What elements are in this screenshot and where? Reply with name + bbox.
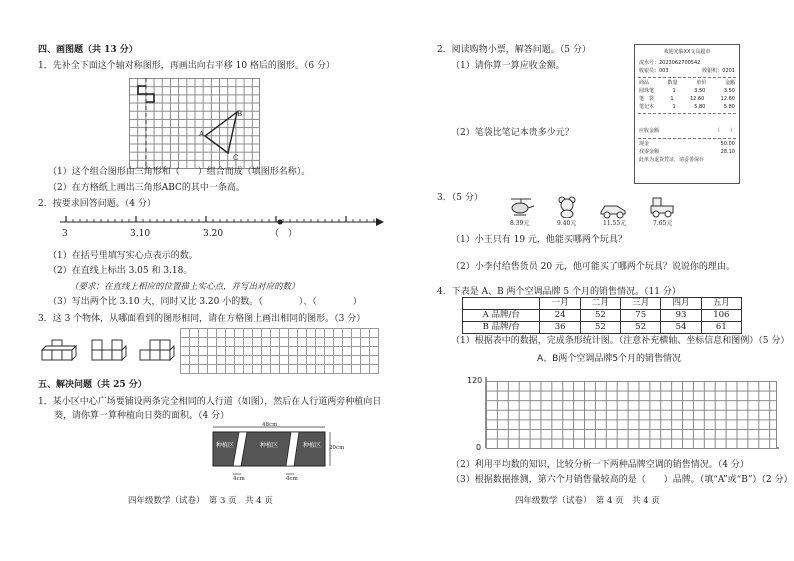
question-2-part-2: （2）在直线上标出 3.05 和 3.18。 — [48, 266, 193, 276]
path-width-label-1: 4cm — [233, 476, 245, 482]
receipt-cell: 1 — [670, 95, 674, 102]
table-header-cell: 三月 — [621, 298, 661, 310]
receipt-header: 单价 — [696, 80, 707, 87]
table-cell: 52 — [580, 310, 620, 322]
question-4-part-2: （2）利用平均数的知识，比较分析一下两种品牌空调的销售情况。（4 分） — [451, 460, 749, 470]
footer-page-3: 四年级数学（试卷） 第 3 页 共 4 页 — [128, 496, 273, 506]
table-cell: 52 — [621, 322, 661, 334]
numline-label-3: 3 — [62, 229, 68, 239]
table-cell: 54 — [661, 322, 701, 334]
question-3-part-2: （2）小李付给售货员 20 元，他可能买了哪两个玩具？说说你的理由。 — [451, 262, 735, 272]
receipt-cell: 12.60 — [689, 95, 705, 102]
table-cell: 75 — [621, 310, 661, 322]
receipt-cell: 5.80 — [723, 103, 735, 110]
table-cell: 93 — [661, 310, 701, 322]
table-header-cell: 四月 — [661, 298, 701, 310]
chart-title: A、B两个空调品牌5个月的销售情况 — [537, 354, 682, 364]
race-car-toy-icon — [599, 198, 627, 220]
receipt-cashier: 收银员：003 — [639, 67, 669, 74]
symmetry-figure — [129, 78, 264, 173]
garden-label-3: 种植区 — [303, 442, 322, 449]
table-header-cell: 五月 — [701, 298, 741, 310]
receipt-header: 商品 — [639, 80, 650, 87]
vertex-label-c: C — [233, 154, 239, 162]
receipt-header: 金额 — [724, 80, 735, 87]
table-header-cell: 一月 — [540, 298, 580, 310]
receipt-due-value: （ ） — [714, 128, 735, 135]
footer-page-4: 四年级数学（试卷） 第 4 页 共 4 页 — [515, 496, 660, 506]
garden-label-2: 种植区 — [260, 442, 279, 449]
receipt-cell: 3.50 — [723, 88, 735, 94]
question-2-part-1: （1）在括号里填写实心点表示的数。 — [48, 251, 198, 261]
receipt-cell: 笔 袋 — [639, 95, 655, 102]
receipt-cell: 1 — [672, 103, 676, 110]
question-4-text: 4．下表是 A、B 两个空调品牌 5 个月的销售情况。（11 分） — [437, 287, 681, 297]
table-header-cell — [463, 298, 540, 310]
table-header-cell: 二月 — [580, 298, 620, 310]
receipt-register: 收银机：0201 — [702, 67, 735, 74]
garden-label-1: 种植区 — [216, 442, 235, 449]
receipt-due-label: 应收金额 — [639, 128, 660, 135]
chart-y-max-label: 120 — [467, 376, 483, 385]
answer-grid — [180, 328, 379, 374]
section-4-title: 四、画图题（共 13 分） — [38, 45, 138, 55]
table-cell: 36 — [540, 322, 580, 334]
section-5-question-1-line-1: 1．某小区中心广场要铺设两条完全相同的人行道（如图），然后在人行道两旁种植向日 — [38, 397, 382, 407]
toy-price-1: 8.39元 — [510, 220, 530, 227]
question-2-text: 2．阅读购物小票，解答问题。（5 分） — [437, 45, 591, 55]
receipt-header-row — [635, 80, 739, 88]
receipt-title: 欢迎光临XX文具超市 — [663, 49, 711, 55]
receipt-item-row — [635, 104, 739, 112]
question-2-part-2: （2）笔袋比笔记本贵多少元？ — [451, 128, 574, 138]
receipt-cell: 3.50 — [694, 88, 706, 94]
receipt-thanks: 此单为退货凭证，请妥善保存 — [639, 156, 705, 163]
table-row — [463, 310, 742, 322]
question-3-text: 3．（5 分） — [437, 193, 483, 203]
garden-diagram — [205, 422, 345, 480]
receipt-item-row — [635, 88, 739, 96]
numline-answer-blank: （ ） — [270, 229, 298, 239]
question-2-part-3: （3）写出两个比 3.10 大，同时又比 3.20 小的数。（ ）、（ ） — [48, 297, 362, 307]
toy-price-2: 9.40元 — [557, 220, 577, 227]
question-1-part-2: （2）在方格纸上画出三角形ABC的其中一条高。 — [48, 183, 245, 193]
section-5-title: 五、解决问题（共 25 分） — [38, 380, 147, 390]
table-cell: 24 — [540, 310, 580, 322]
garden-height-label: 20cm — [329, 445, 345, 451]
question-2-part-1: （1）请你算一算应收金额。 — [451, 61, 565, 71]
question-2-note: （要求：在直线上相应的位置描上实心点，并写出对应的数） — [70, 282, 300, 292]
question-1-part-1: （1）这个组合图形由三角形和（ ）组合而成（填图形名称）。 — [48, 167, 311, 177]
receipt-header: 数量 — [667, 80, 678, 87]
question-1-text: 1．先补全下面这个轴对称图形，再画出向右平移 10 格后的图形。（6 分） — [38, 61, 335, 71]
page-4 — [397, 0, 794, 561]
receipt-number: 流水号：2023062700542 — [639, 59, 701, 66]
table-header-row — [463, 298, 742, 310]
robot-truck-toy-icon — [649, 196, 677, 218]
table-cell: B 品牌/台 — [463, 322, 540, 334]
vertex-label-b: B — [237, 110, 243, 118]
question-3-text: 3．这 3 个物体，从哪面看到的图形相同，请在方格图上画出相同的图形。（3 分） — [38, 314, 366, 324]
toy-price-4: 7.65元 — [653, 220, 673, 227]
receipt-cell: 5.80 — [694, 103, 706, 110]
receipt-cash-value: 50.00 — [720, 141, 735, 147]
shopping-receipt — [634, 44, 740, 184]
path-width-label-2: 4cm — [286, 476, 298, 482]
sales-table — [462, 297, 742, 334]
teddy-bear-toy-icon — [553, 196, 581, 218]
numline-label-320: 3.20 — [203, 229, 224, 239]
table-cell: 106 — [701, 310, 741, 322]
receipt-change-value: 28.10 — [720, 148, 735, 155]
chart-grid — [486, 381, 777, 449]
receipt-item-row — [635, 96, 739, 104]
garden-width-label: 48cm — [262, 422, 278, 428]
cube-objects — [40, 336, 180, 370]
table-row — [463, 322, 742, 334]
table-cell: 61 — [701, 322, 741, 334]
section-5-question-1-line-2: 葵，请你算一算种植向日葵的面积。（4 分） — [54, 411, 230, 421]
helicopter-toy-icon — [507, 196, 535, 218]
receipt-cell: 笔记本 — [639, 103, 655, 110]
table-cell: A 品牌/台 — [463, 310, 540, 322]
question-2-text: 2．按要求回答问题。（4 分） — [38, 199, 156, 209]
vertex-label-a: A — [199, 130, 205, 138]
receipt-cell: 圆珠笔 — [639, 88, 655, 94]
receipt-cell: 12.60 — [720, 95, 735, 102]
toy-price-3: 11.55元 — [603, 220, 627, 227]
table-cell: 52 — [580, 322, 620, 334]
question-3-part-1: （1）小王只有 19 元，他能买哪两个玩具？ — [451, 235, 627, 245]
question-4-part-3: （3）根据数据推测，第六个月销售量较高的是（ ）品牌。（填“A”或“B”）（2 分） — [451, 475, 793, 485]
chart-y-zero-label: 0 — [476, 443, 482, 452]
numline-label-310: 3.10 — [130, 229, 151, 239]
question-4-part-1: （1）根据表中的数据，完成条形统计图。（注意补充横轴、坐标信息和图例）（5 分） — [451, 336, 790, 346]
receipt-cell: 1 — [672, 88, 676, 94]
receipt-change-label: 找零金额 — [639, 148, 660, 155]
receipt-cash-label: 现金 — [639, 141, 650, 147]
